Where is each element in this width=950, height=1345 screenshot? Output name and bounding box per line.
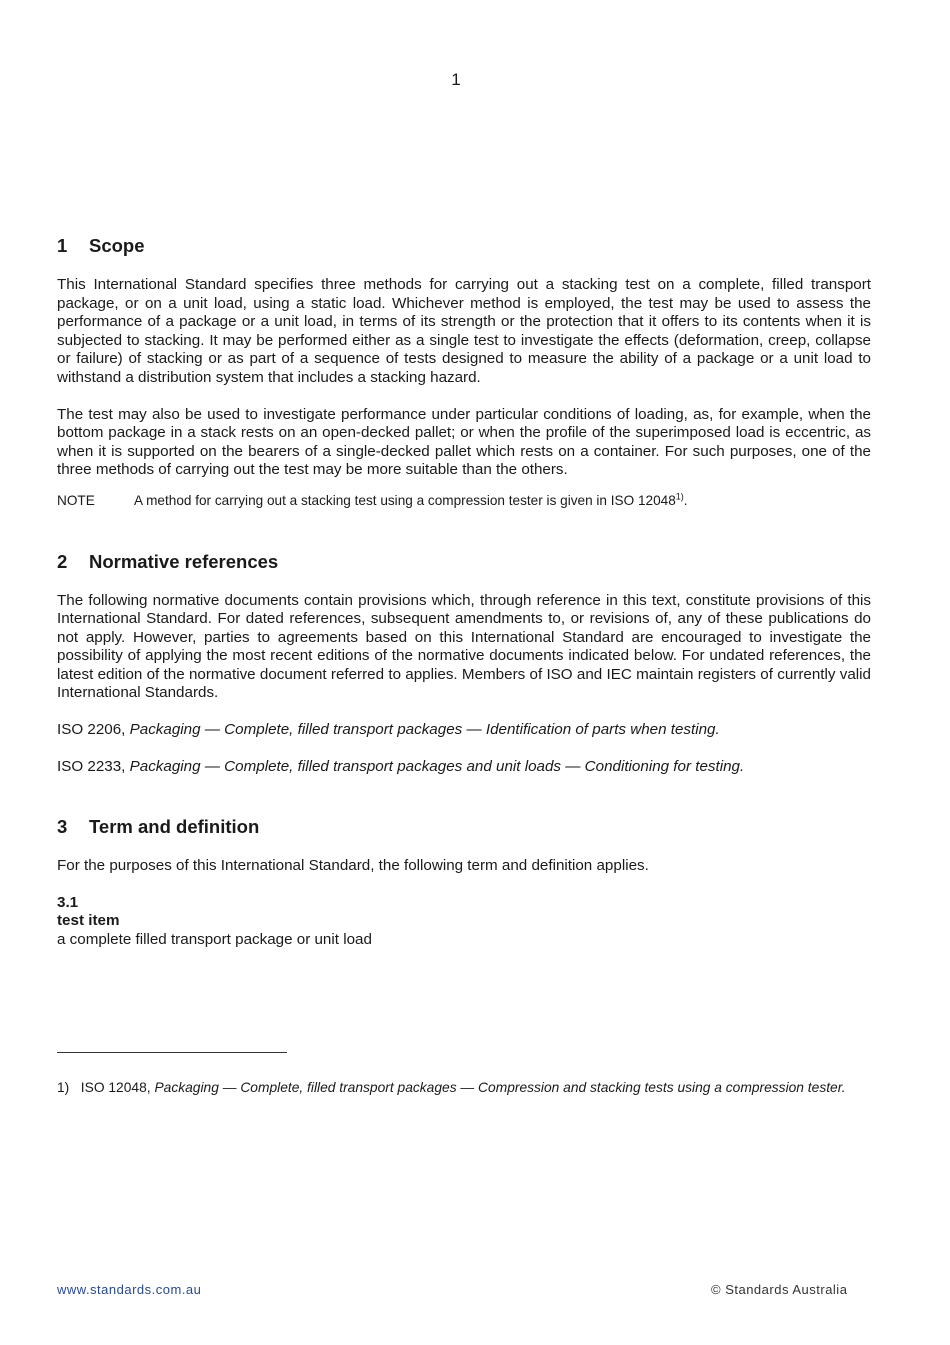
term-intro-paragraph: For the purposes of this International Standard, the following term and definition applies. bbox=[57, 856, 649, 874]
note-body bbox=[134, 492, 688, 510]
section-heading-scope bbox=[57, 234, 871, 258]
note-text: A method for carrying out a stacking test using a compression tester is given in ISO 12048 bbox=[134, 492, 676, 508]
section-title: Normative references bbox=[89, 550, 279, 572]
term-definition: a complete filled transport package or unit load bbox=[57, 930, 372, 948]
scope-paragraph-1: This International Standard specifies three methods for carrying out a stacking test on a complete, filled transport package, or on a unit load, using a static load. Whichever method is employed, the test may be used to assess the performance of a package or a unit load, in terms of its strength or the protection that it offers to its contents when it is subjected to stacking. It may be performed either as a single test to investigate the effects (deformation, creep, collapse or failure) of stacking or as part of a sequence of tests designed to measure the ability of a package or a unit load to withstand a distribution system that includes a stacking hazard. bbox=[57, 276, 871, 386]
footer-copyright: © Standards Australia bbox=[711, 1282, 848, 1297]
footnote-divider bbox=[57, 1052, 287, 1053]
reference-iso-2206 bbox=[57, 721, 871, 740]
footnote-code: ISO 12048, bbox=[80, 1080, 151, 1095]
section-heading-normative-references bbox=[57, 550, 871, 574]
normative-paragraph: The following normative documents contain provisions which, through reference in this text, constitute provisions of this International Standard. For dated references, subsequent amendments to, or revisions of, any of these publications do not apply. However, parties to agreements based on this International Standard are encouraged to investigate the possibility of applying the most recent editions of the normative documents indicated below. For undated references, the latest edition of the normative document referred to applies. Members of ISO and IEC maintain registers of currently valid International Standards. bbox=[57, 591, 871, 701]
section-title: Term and definition bbox=[89, 815, 260, 837]
term-name: test item bbox=[57, 912, 120, 929]
note-end: . bbox=[683, 492, 688, 508]
note bbox=[57, 492, 871, 510]
reference-code: ISO 2233, bbox=[57, 758, 126, 775]
footnote-reference[interactable]: 1) bbox=[675, 490, 684, 501]
reference-title: Packaging — Complete, filled transport packages — Identification of parts when testing. bbox=[129, 721, 720, 738]
note-label: NOTE bbox=[57, 492, 95, 508]
scope-paragraph-2: The test may also be used to investigate performance under particular conditions of loading, as, for example, when the bottom package in a stack rests on an open-decked pallet; or when the profile of the superimposed load is eccentric, as when it is supported on the bearers of a single-decked pallet which rests on a container. For such purposes, one of the three methods of carrying out the test may be more suitable than the others. bbox=[57, 405, 871, 478]
section-title: Scope bbox=[89, 235, 145, 256]
document-body bbox=[57, 234, 871, 949]
reference-code: ISO 2206, bbox=[57, 721, 126, 738]
section-number: 3 bbox=[57, 815, 68, 837]
page-number: 1 bbox=[451, 70, 461, 89]
footnote-marker: 1) bbox=[57, 1080, 70, 1095]
reference-iso-2233 bbox=[57, 758, 871, 777]
term-number: 3.1 bbox=[57, 893, 79, 911]
section-number: 2 bbox=[57, 550, 68, 572]
footnote-title: Packaging — Complete, filled transport packages — Compression and stacking tests using a compression tester. bbox=[154, 1080, 846, 1095]
section-number: 1 bbox=[57, 235, 68, 256]
section-heading-term-definition bbox=[57, 815, 871, 839]
footnote bbox=[57, 1079, 872, 1097]
reference-title: Packaging — Complete, filled transport packages and unit loads — Conditioning for testing. bbox=[129, 758, 745, 775]
footer-website-link[interactable]: www.standards.com.au bbox=[57, 1282, 202, 1297]
